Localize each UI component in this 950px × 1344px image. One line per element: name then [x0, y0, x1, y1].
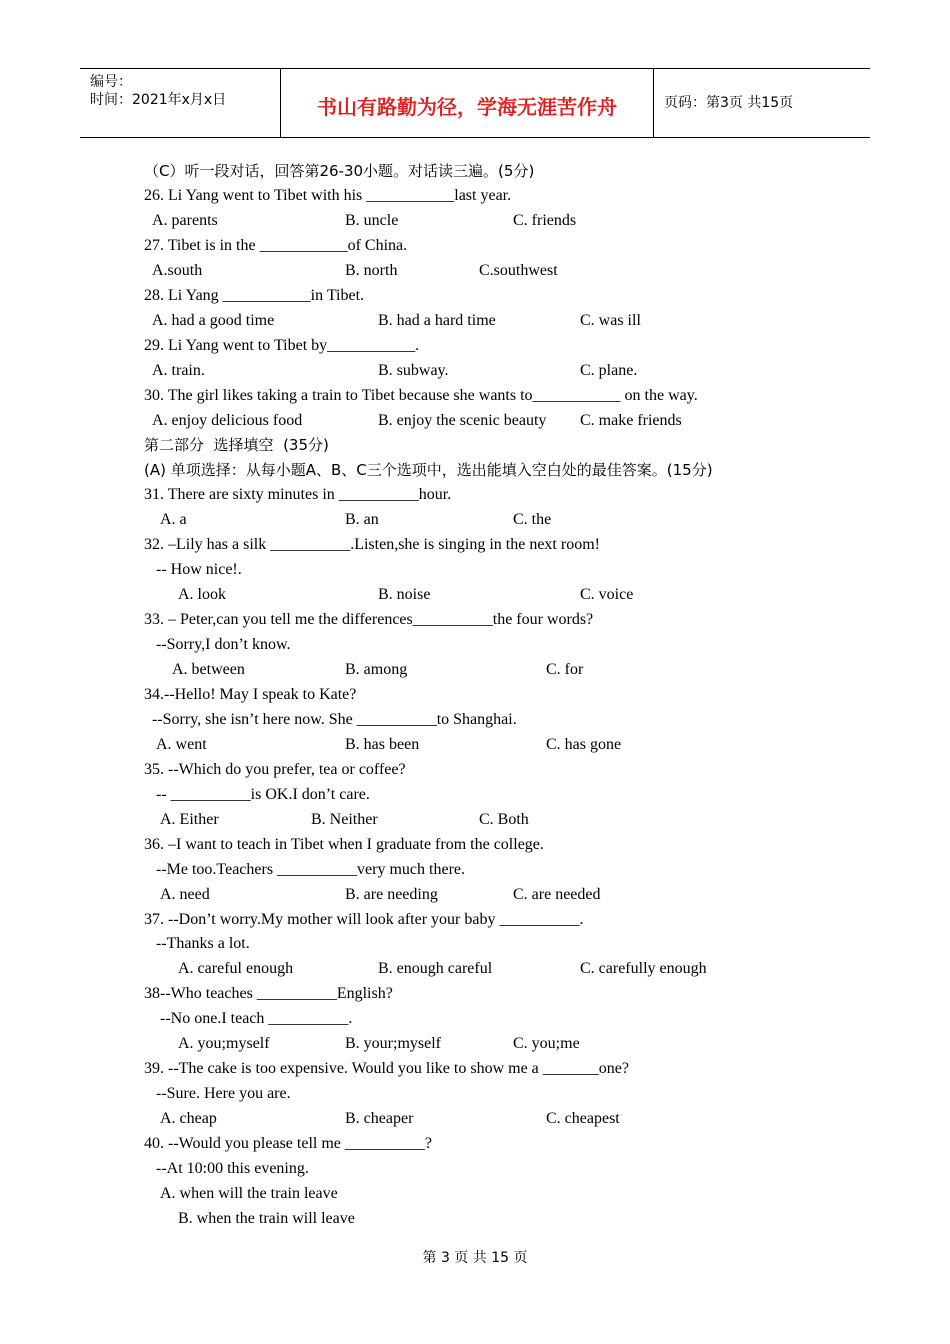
answer-option: A. had a good time: [152, 311, 275, 329]
number-label: 编号：: [90, 74, 132, 90]
answer-option: B. Neither: [311, 810, 378, 828]
answer-option: B. has been: [345, 735, 420, 753]
answer-option: B. among: [345, 661, 408, 678]
answer-option: A. a: [160, 511, 187, 529]
page-footer: 第 3 页 共 15 页: [422, 1250, 528, 1266]
question-line: -- How nice!.: [156, 561, 242, 579]
question-line: 29. Li Yang went to Tibet by___________.: [144, 336, 420, 354]
question-line: A. when will the train leave: [160, 1184, 338, 1202]
header-right-cell: [654, 69, 870, 137]
header-center-cell: [281, 69, 654, 137]
question-line: 28. Li Yang ___________in Tibet.: [144, 286, 365, 304]
answer-option: B. enjoy the scenic beauty: [378, 411, 547, 429]
answer-option: A. careful enough: [178, 960, 294, 978]
question-line: 27. Tibet is in the ___________of China.: [144, 236, 408, 254]
question-line: B. when the train will leave: [178, 1209, 355, 1227]
answer-option: C. was ill: [580, 311, 641, 329]
answer-option: A. between: [172, 661, 245, 678]
question-line: 33. – Peter,can you tell me the differences__________the four words?: [144, 611, 594, 629]
answer-option: B. are needing: [345, 885, 438, 903]
answer-option: C. Both: [479, 810, 529, 828]
question-line: 39. --The cake is too expensive. Would you like to show me a _______one?: [144, 1060, 629, 1078]
answer-option: B. subway.: [378, 361, 449, 379]
answer-option: A. parents: [152, 211, 218, 229]
question-line: 37. --Don’t worry.My mother will look after your baby __________.: [144, 910, 584, 928]
answer-option: C. plane.: [580, 361, 638, 379]
question-line: 36. –I want to teach in Tibet when I graduate from the college.: [144, 835, 544, 853]
answer-option: C. are needed: [513, 885, 601, 903]
answer-option: A. train.: [152, 361, 205, 379]
motto: 书山有路勤为径，学海无涯苦作舟: [317, 95, 617, 119]
header-table: [80, 68, 870, 138]
question-line: 38--Who teaches __________English?: [144, 985, 393, 1003]
answer-option: A. need: [160, 885, 210, 903]
answer-option: C. for: [546, 661, 584, 678]
answer-option: B. your;myself: [345, 1035, 441, 1053]
answer-option: A. look: [178, 586, 226, 604]
answer-option: C. the: [513, 511, 552, 529]
question-line: -- __________is OK.I don’t care.: [156, 785, 370, 803]
answer-option: A. enjoy delicious food: [152, 411, 303, 429]
question-line: 35. --Which do you prefer, tea or coffee?: [144, 760, 406, 778]
answer-option: C. voice: [580, 586, 634, 604]
question-line: --At 10:00 this evening.: [156, 1160, 309, 1177]
answer-option: C. make friends: [580, 411, 682, 429]
answer-option: A.south: [152, 261, 203, 279]
answer-option: B. north: [345, 261, 398, 279]
question-line: 32. –Lily has a silk __________.Listen,she is singing in the next room!: [144, 536, 600, 554]
answer-option: A. you;myself: [178, 1035, 270, 1053]
question-line: --Sorry, she isn’t here now. She __________to Shanghai.: [152, 710, 517, 728]
answer-option: B. noise: [378, 586, 431, 604]
answer-option: B. had a hard time: [378, 311, 496, 329]
question-line: --Me too.Teachers __________very much there.: [156, 860, 465, 878]
answer-option: C. has gone: [546, 735, 622, 753]
question-line: --Thanks a lot.: [156, 935, 250, 953]
question-line: 40. --Would you please tell me __________?: [144, 1135, 432, 1153]
answer-option: B. cheaper: [345, 1110, 414, 1128]
answer-option: C.southwest: [479, 261, 558, 279]
answer-option: C. friends: [513, 211, 577, 229]
answer-option: A. went: [156, 735, 207, 753]
question-line: --No one.I teach __________.: [160, 1010, 353, 1028]
question-line: 26. Li Yang went to Tibet with his ___________last year.: [144, 186, 512, 204]
answer-option: C. carefully enough: [580, 960, 707, 978]
answer-option: A. cheap: [160, 1110, 217, 1128]
page-label: 页码：第3页 共15页: [664, 95, 794, 111]
section-heading: (A) 单项选择：从每小题A、B、C三个选项中，选出能填入空白处的最佳答案。(15分): [144, 461, 713, 480]
question-line: 30. The girl likes taking a train to Tibet because she wants to___________ on the way.: [144, 386, 698, 404]
answer-option: B. an: [345, 511, 379, 529]
time-label: 时间：2021年x月x日: [90, 92, 227, 108]
question-line: --Sure. Here you are.: [156, 1085, 291, 1103]
answer-option: B. uncle: [345, 211, 399, 229]
answer-option: C. you;me: [513, 1035, 580, 1053]
section-heading: 第二部分 选择填空 (35分): [144, 436, 329, 455]
section-heading: （C）听一段对话，回答第26-30小题。对话读三遍。(5分): [144, 162, 535, 180]
question-line: --Sorry,I don’t know.: [156, 636, 291, 654]
header-left-cell: [80, 69, 281, 137]
question-line: 31. There are sixty minutes in __________hour.: [144, 486, 452, 504]
answer-option: B. enough careful: [378, 960, 493, 978]
answer-option: C. cheapest: [546, 1110, 620, 1128]
question-line: 34.--Hello! May I speak to Kate?: [144, 685, 357, 703]
answer-option: A. Either: [160, 810, 219, 828]
